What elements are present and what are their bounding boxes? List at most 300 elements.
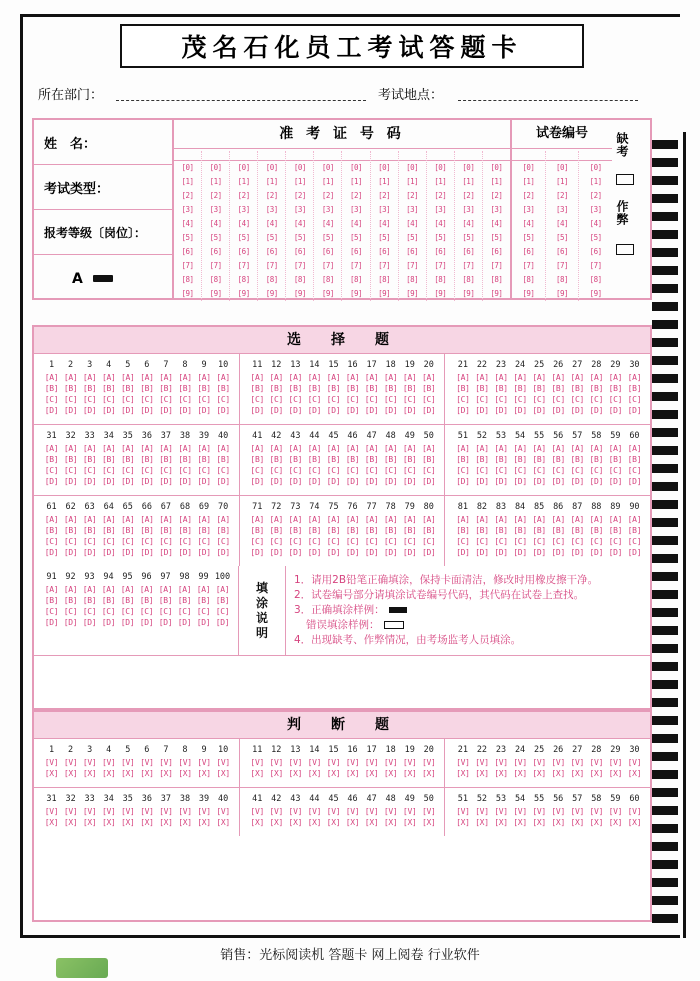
option-bubble[interactable]: [B]: [44, 596, 59, 605]
option-row-A[interactable]: [453, 443, 644, 454]
option-bubble[interactable]: [X]: [421, 818, 436, 827]
option-row-D[interactable]: [248, 476, 439, 487]
number-write-box[interactable]: [230, 151, 257, 161]
option-bubble[interactable]: [A]: [589, 444, 604, 453]
option-bubble[interactable]: [C]: [215, 607, 230, 616]
option-bubble[interactable]: [C]: [494, 395, 508, 404]
option-row-X[interactable]: [453, 768, 644, 779]
digit-bubble[interactable]: [2]: [209, 191, 222, 200]
option-bubble[interactable]: [B]: [101, 596, 116, 605]
option-bubble[interactable]: [D]: [307, 548, 322, 557]
digit-bubble[interactable]: [6]: [589, 247, 602, 256]
option-bubble[interactable]: [X]: [494, 769, 508, 778]
option-row-B[interactable]: [42, 525, 233, 536]
digit-bubble[interactable]: [3]: [209, 205, 222, 214]
option-bubble[interactable]: [C]: [345, 466, 360, 475]
option-bubble[interactable]: [D]: [608, 477, 623, 486]
option-bubble[interactable]: [D]: [364, 406, 379, 415]
option-bubble[interactable]: [B]: [307, 384, 322, 393]
option-bubble[interactable]: [X]: [383, 818, 398, 827]
digit-bubble[interactable]: [4]: [293, 219, 306, 228]
option-bubble[interactable]: [D]: [288, 548, 303, 557]
option-bubble[interactable]: [X]: [140, 769, 154, 778]
option-bubble[interactable]: [B]: [140, 384, 154, 393]
digit-bubble[interactable]: [0]: [378, 163, 391, 172]
option-bubble[interactable]: [A]: [121, 444, 135, 453]
option-bubble[interactable]: [D]: [627, 406, 642, 415]
option-bubble[interactable]: [A]: [627, 515, 642, 524]
option-bubble[interactable]: [C]: [475, 395, 489, 404]
option-row-X[interactable]: [453, 817, 644, 828]
option-bubble[interactable]: [D]: [513, 477, 527, 486]
option-bubble[interactable]: [V]: [383, 807, 398, 816]
option-bubble[interactable]: [A]: [475, 515, 489, 524]
digit-bubble[interactable]: [2]: [490, 191, 503, 200]
option-bubble[interactable]: [C]: [570, 466, 585, 475]
digit-bubble[interactable]: [2]: [321, 191, 334, 200]
option-bubble[interactable]: [X]: [627, 818, 642, 827]
option-bubble[interactable]: [V]: [140, 807, 154, 816]
digit-bubble[interactable]: [4]: [490, 219, 503, 228]
option-bubble[interactable]: [C]: [345, 537, 360, 546]
option-bubble[interactable]: [A]: [402, 444, 417, 453]
option-bubble[interactable]: [D]: [101, 406, 116, 415]
digit-bubble[interactable]: [9]: [434, 289, 447, 298]
option-bubble[interactable]: [B]: [608, 384, 623, 393]
option-bubble[interactable]: [V]: [570, 758, 585, 767]
option-bubble[interactable]: [C]: [551, 537, 565, 546]
option-bubble[interactable]: [V]: [63, 758, 78, 767]
option-bubble[interactable]: [A]: [532, 373, 546, 382]
option-bubble[interactable]: [C]: [402, 395, 417, 404]
option-bubble[interactable]: [V]: [326, 758, 341, 767]
option-row-V[interactable]: [453, 806, 644, 817]
option-bubble[interactable]: [C]: [121, 395, 135, 404]
option-bubble[interactable]: [C]: [63, 395, 78, 404]
option-bubble[interactable]: [X]: [197, 818, 211, 827]
option-bubble[interactable]: [A]: [551, 444, 565, 453]
option-bubble[interactable]: [X]: [307, 769, 322, 778]
option-bubble[interactable]: [C]: [82, 607, 97, 616]
option-bubble[interactable]: [V]: [494, 807, 508, 816]
number-write-box[interactable]: [427, 151, 454, 161]
option-bubble[interactable]: [X]: [250, 769, 264, 778]
option-bubble[interactable]: [B]: [456, 455, 470, 464]
option-bubble[interactable]: [B]: [364, 526, 379, 535]
digit-bubble[interactable]: [7]: [293, 261, 306, 270]
option-row-X[interactable]: [248, 768, 439, 779]
option-bubble[interactable]: [V]: [121, 807, 135, 816]
digit-bubble[interactable]: [0]: [265, 163, 278, 172]
option-row-B[interactable]: [453, 383, 644, 394]
digit-bubble[interactable]: [8]: [237, 275, 250, 284]
option-bubble[interactable]: [V]: [44, 758, 59, 767]
option-bubble[interactable]: [C]: [589, 537, 604, 546]
digit-bubble[interactable]: [5]: [349, 233, 363, 242]
option-bubble[interactable]: [A]: [215, 585, 230, 594]
option-bubble[interactable]: [V]: [532, 758, 546, 767]
option-bubble[interactable]: [V]: [627, 758, 642, 767]
option-bubble[interactable]: [A]: [44, 515, 59, 524]
option-bubble[interactable]: [V]: [627, 807, 642, 816]
option-bubble[interactable]: [B]: [383, 384, 398, 393]
digit-bubble[interactable]: [8]: [293, 275, 306, 284]
option-bubble[interactable]: [D]: [307, 477, 322, 486]
option-bubble[interactable]: [V]: [589, 758, 604, 767]
digit-bubble[interactable]: [2]: [522, 191, 535, 200]
option-row-X[interactable]: [42, 768, 233, 779]
option-bubble[interactable]: [B]: [197, 384, 211, 393]
option-bubble[interactable]: [B]: [551, 526, 565, 535]
digit-bubble[interactable]: [4]: [321, 219, 334, 228]
option-bubble[interactable]: [C]: [288, 537, 303, 546]
digit-bubble[interactable]: [7]: [321, 261, 334, 270]
option-bubble[interactable]: [C]: [44, 466, 59, 475]
digit-bubble[interactable]: [0]: [434, 163, 447, 172]
option-bubble[interactable]: [C]: [627, 537, 642, 546]
digit-bubble[interactable]: [7]: [349, 261, 363, 270]
question-block[interactable]: [445, 425, 650, 495]
digit-bubble[interactable]: [9]: [181, 289, 194, 298]
option-bubble[interactable]: [C]: [589, 395, 604, 404]
option-bubble[interactable]: [V]: [307, 758, 322, 767]
option-bubble[interactable]: [D]: [608, 548, 623, 557]
digit-bubble[interactable]: [7]: [462, 261, 475, 270]
option-bubble[interactable]: [D]: [326, 477, 341, 486]
option-bubble[interactable]: [X]: [197, 769, 211, 778]
option-bubble[interactable]: [B]: [421, 526, 436, 535]
option-bubble[interactable]: [B]: [101, 384, 116, 393]
option-bubble[interactable]: [B]: [269, 526, 284, 535]
option-bubble[interactable]: [D]: [345, 548, 360, 557]
option-bubble[interactable]: [D]: [82, 406, 97, 415]
bubble-column[interactable]: [314, 151, 342, 301]
question-block[interactable]: [240, 496, 446, 566]
admission-bubble-columns[interactable]: [174, 149, 510, 301]
option-bubble[interactable]: [X]: [269, 769, 284, 778]
digit-bubble[interactable]: [7]: [589, 261, 602, 270]
digit-bubble[interactable]: [5]: [406, 233, 419, 242]
option-bubble[interactable]: [B]: [402, 526, 417, 535]
digit-bubble[interactable]: [4]: [237, 219, 250, 228]
bubble-column[interactable]: [371, 151, 399, 301]
choice-last-block[interactable]: [34, 566, 239, 655]
option-bubble[interactable]: [B]: [421, 384, 436, 393]
option-bubble[interactable]: [A]: [101, 373, 116, 382]
option-bubble[interactable]: [V]: [250, 758, 264, 767]
option-bubble[interactable]: [C]: [120, 607, 135, 616]
option-bubble[interactable]: [X]: [475, 769, 489, 778]
digit-bubble[interactable]: [3]: [237, 205, 250, 214]
option-bubble[interactable]: [B]: [589, 384, 604, 393]
option-bubble[interactable]: [A]: [139, 585, 154, 594]
option-bubble[interactable]: [B]: [383, 455, 398, 464]
option-bubble[interactable]: [C]: [250, 395, 264, 404]
option-bubble[interactable]: [V]: [608, 758, 623, 767]
option-bubble[interactable]: [X]: [178, 818, 192, 827]
option-bubble[interactable]: [X]: [288, 818, 303, 827]
option-bubble[interactable]: [C]: [44, 607, 59, 616]
option-bubble[interactable]: [C]: [326, 537, 341, 546]
digit-bubble[interactable]: [5]: [555, 233, 569, 242]
digit-bubble[interactable]: [4]: [555, 219, 569, 228]
option-bubble[interactable]: [A]: [44, 585, 59, 594]
option-bubble[interactable]: [B]: [63, 596, 78, 605]
option-bubble[interactable]: [B]: [177, 596, 192, 605]
option-bubble[interactable]: [C]: [364, 466, 379, 475]
option-bubble[interactable]: [V]: [513, 807, 527, 816]
option-bubble[interactable]: [A]: [158, 585, 173, 594]
number-write-box[interactable]: [546, 151, 579, 161]
option-bubble[interactable]: [C]: [140, 395, 154, 404]
digit-bubble[interactable]: [5]: [321, 233, 334, 242]
option-bubble[interactable]: [D]: [158, 618, 173, 627]
question-block[interactable]: [240, 788, 446, 836]
option-row-X[interactable]: [248, 817, 439, 828]
option-bubble[interactable]: [D]: [551, 406, 565, 415]
option-bubble[interactable]: [X]: [627, 769, 642, 778]
option-bubble[interactable]: [B]: [589, 455, 604, 464]
option-bubble[interactable]: [B]: [326, 526, 341, 535]
option-bubble[interactable]: [B]: [216, 526, 230, 535]
digit-bubble[interactable]: [6]: [434, 247, 447, 256]
option-bubble[interactable]: [X]: [402, 818, 417, 827]
option-bubble[interactable]: [V]: [402, 807, 417, 816]
digit-bubble[interactable]: [5]: [293, 233, 306, 242]
option-bubble[interactable]: [A]: [197, 373, 211, 382]
option-bubble[interactable]: [B]: [178, 526, 192, 535]
option-bubble[interactable]: [C]: [269, 537, 284, 546]
digit-bubble[interactable]: [6]: [293, 247, 306, 256]
option-bubble[interactable]: [D]: [121, 406, 135, 415]
option-bubble[interactable]: [B]: [570, 526, 585, 535]
option-row-V[interactable]: [453, 757, 644, 768]
option-bubble[interactable]: [C]: [383, 395, 398, 404]
digit-bubble[interactable]: [2]: [181, 191, 194, 200]
option-bubble[interactable]: [A]: [250, 444, 264, 453]
option-bubble[interactable]: [V]: [570, 807, 585, 816]
option-bubble[interactable]: [C]: [178, 537, 192, 546]
option-bubble[interactable]: [A]: [551, 373, 565, 382]
option-bubble[interactable]: [D]: [101, 548, 116, 557]
digit-bubble[interactable]: [3]: [293, 205, 306, 214]
option-bubble[interactable]: [D]: [44, 406, 59, 415]
option-bubble[interactable]: [C]: [608, 395, 623, 404]
option-bubble[interactable]: [A]: [364, 515, 379, 524]
digit-bubble[interactable]: [9]: [406, 289, 419, 298]
number-write-box[interactable]: [174, 151, 201, 161]
digit-bubble[interactable]: [1]: [589, 177, 602, 186]
option-row-D[interactable]: [42, 547, 233, 558]
option-bubble[interactable]: [B]: [82, 384, 97, 393]
option-bubble[interactable]: [X]: [475, 818, 489, 827]
option-bubble[interactable]: [V]: [63, 807, 78, 816]
option-bubble[interactable]: [C]: [269, 395, 284, 404]
digit-bubble[interactable]: [8]: [490, 275, 503, 284]
option-bubble[interactable]: [C]: [513, 395, 527, 404]
option-bubble[interactable]: [A]: [513, 373, 527, 382]
option-bubble[interactable]: [C]: [63, 466, 78, 475]
option-bubble[interactable]: [V]: [269, 807, 284, 816]
option-bubble[interactable]: [C]: [570, 537, 585, 546]
option-bubble[interactable]: [D]: [140, 406, 154, 415]
digit-bubble[interactable]: [7]: [555, 261, 569, 270]
option-bubble[interactable]: [A]: [570, 444, 585, 453]
digit-bubble[interactable]: [6]: [265, 247, 278, 256]
option-bubble[interactable]: [A]: [364, 444, 379, 453]
option-bubble[interactable]: [A]: [345, 444, 360, 453]
option-bubble[interactable]: [X]: [570, 818, 585, 827]
option-bubble[interactable]: [A]: [383, 515, 398, 524]
digit-bubble[interactable]: [1]: [490, 177, 503, 186]
option-row-B[interactable]: [248, 525, 439, 536]
digit-bubble[interactable]: [5]: [490, 233, 503, 242]
option-bubble[interactable]: [C]: [101, 395, 116, 404]
option-bubble[interactable]: [D]: [383, 477, 398, 486]
absent-checkbox[interactable]: [616, 174, 634, 185]
option-bubble[interactable]: [C]: [513, 466, 527, 475]
digit-bubble[interactable]: [4]: [209, 219, 222, 228]
option-bubble[interactable]: [C]: [402, 537, 417, 546]
option-bubble[interactable]: [D]: [44, 548, 59, 557]
digit-bubble[interactable]: [4]: [522, 219, 535, 228]
option-bubble[interactable]: [A]: [383, 444, 398, 453]
option-bubble[interactable]: [A]: [345, 373, 360, 382]
option-bubble[interactable]: [A]: [121, 373, 135, 382]
bubble-column[interactable]: [230, 151, 258, 301]
digit-bubble[interactable]: [7]: [265, 261, 278, 270]
option-bubble[interactable]: [V]: [475, 807, 489, 816]
option-bubble[interactable]: [D]: [307, 406, 322, 415]
option-bubble[interactable]: [A]: [159, 444, 173, 453]
number-write-box[interactable]: [258, 151, 285, 161]
option-bubble[interactable]: [A]: [288, 515, 303, 524]
option-bubble[interactable]: [C]: [475, 466, 489, 475]
option-bubble[interactable]: [B]: [82, 596, 97, 605]
option-bubble[interactable]: [D]: [402, 406, 417, 415]
option-row-D[interactable]: [248, 547, 439, 558]
option-bubble[interactable]: [A]: [627, 373, 642, 382]
option-bubble[interactable]: [A]: [475, 444, 489, 453]
digit-bubble[interactable]: [5]: [237, 233, 250, 242]
option-bubble[interactable]: [B]: [456, 384, 470, 393]
option-row-D[interactable]: [42, 617, 232, 628]
option-bubble[interactable]: [X]: [121, 769, 135, 778]
option-bubble[interactable]: [A]: [627, 444, 642, 453]
digit-bubble[interactable]: [9]: [378, 289, 391, 298]
option-bubble[interactable]: [A]: [532, 444, 546, 453]
option-bubble[interactable]: [X]: [345, 818, 360, 827]
question-block[interactable]: [240, 425, 446, 495]
option-bubble[interactable]: [C]: [197, 395, 211, 404]
digit-bubble[interactable]: [6]: [237, 247, 250, 256]
option-bubble[interactable]: [A]: [494, 515, 508, 524]
option-bubble[interactable]: [B]: [250, 455, 264, 464]
option-bubble[interactable]: [A]: [216, 444, 230, 453]
option-row-C[interactable]: [42, 465, 233, 476]
option-bubble[interactable]: [B]: [608, 455, 623, 464]
option-bubble[interactable]: [B]: [383, 526, 398, 535]
option-bubble[interactable]: [C]: [269, 466, 284, 475]
option-bubble[interactable]: [A]: [513, 515, 527, 524]
digit-bubble[interactable]: [5]: [434, 233, 447, 242]
option-bubble[interactable]: [C]: [101, 537, 116, 546]
digit-bubble[interactable]: [4]: [589, 219, 602, 228]
digit-bubble[interactable]: [1]: [378, 177, 391, 186]
department-input[interactable]: [116, 99, 366, 101]
option-bubble[interactable]: [A]: [101, 444, 116, 453]
question-block[interactable]: [34, 354, 240, 424]
option-bubble[interactable]: [A]: [513, 444, 527, 453]
option-bubble[interactable]: [X]: [101, 818, 116, 827]
option-bubble[interactable]: [B]: [197, 455, 211, 464]
judge-question-rows[interactable]: [34, 739, 650, 836]
option-bubble[interactable]: [X]: [589, 769, 604, 778]
option-bubble[interactable]: [C]: [456, 537, 470, 546]
digit-bubble[interactable]: [9]: [462, 289, 475, 298]
option-bubble[interactable]: [D]: [532, 477, 546, 486]
option-bubble[interactable]: [A]: [456, 444, 470, 453]
option-bubble[interactable]: [D]: [421, 477, 436, 486]
digit-bubble[interactable]: [3]: [406, 205, 419, 214]
option-bubble[interactable]: [D]: [44, 477, 59, 486]
option-bubble[interactable]: [B]: [513, 526, 527, 535]
number-write-box[interactable]: [342, 151, 369, 161]
option-bubble[interactable]: [A]: [475, 373, 489, 382]
digit-bubble[interactable]: [1]: [237, 177, 250, 186]
option-bubble[interactable]: [C]: [364, 537, 379, 546]
option-bubble[interactable]: [A]: [216, 515, 230, 524]
option-bubble[interactable]: [D]: [345, 406, 360, 415]
option-bubble[interactable]: [V]: [551, 807, 565, 816]
option-bubble[interactable]: [D]: [326, 548, 341, 557]
digit-bubble[interactable]: [6]: [321, 247, 334, 256]
question-block[interactable]: [240, 739, 446, 787]
option-bubble[interactable]: [B]: [269, 384, 284, 393]
option-bubble[interactable]: [A]: [216, 373, 230, 382]
option-bubble[interactable]: [C]: [82, 537, 97, 546]
bubble-column[interactable]: [286, 151, 314, 301]
option-row-C[interactable]: [42, 536, 233, 547]
option-bubble[interactable]: [V]: [513, 758, 527, 767]
option-bubble[interactable]: [B]: [288, 455, 303, 464]
option-bubble[interactable]: [D]: [197, 406, 211, 415]
digit-bubble[interactable]: [8]: [462, 275, 475, 284]
option-bubble[interactable]: [D]: [364, 548, 379, 557]
place-input[interactable]: [458, 99, 638, 101]
option-bubble[interactable]: [C]: [178, 395, 192, 404]
option-bubble[interactable]: [X]: [326, 769, 341, 778]
digit-bubble[interactable]: [8]: [321, 275, 334, 284]
bubble-column[interactable]: [202, 151, 230, 301]
option-bubble[interactable]: [B]: [82, 455, 97, 464]
option-bubble[interactable]: [D]: [513, 548, 527, 557]
option-bubble[interactable]: [A]: [197, 444, 211, 453]
option-bubble[interactable]: [V]: [532, 807, 546, 816]
option-bubble[interactable]: [C]: [627, 466, 642, 475]
digit-bubble[interactable]: [2]: [462, 191, 475, 200]
option-bubble[interactable]: [A]: [383, 373, 398, 382]
option-bubble[interactable]: [B]: [288, 384, 303, 393]
digit-bubble[interactable]: [4]: [434, 219, 447, 228]
option-row-D[interactable]: [248, 405, 439, 416]
question-block[interactable]: [34, 496, 240, 566]
digit-bubble[interactable]: [1]: [321, 177, 334, 186]
option-bubble[interactable]: [B]: [44, 526, 59, 535]
option-bubble[interactable]: [X]: [532, 769, 546, 778]
digit-bubble[interactable]: [2]: [378, 191, 391, 200]
option-bubble[interactable]: [A]: [140, 515, 154, 524]
